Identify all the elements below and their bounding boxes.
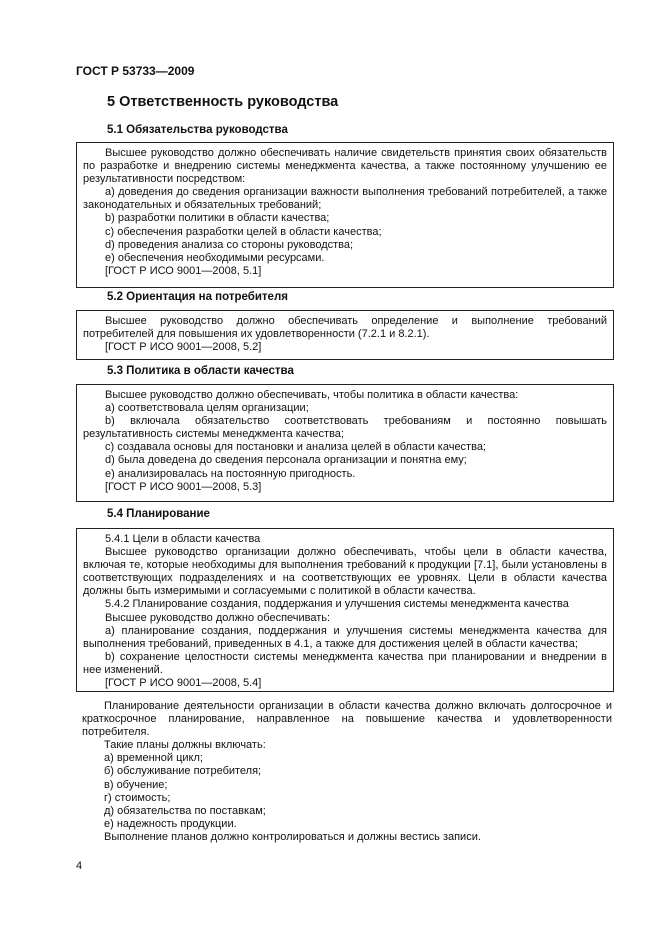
- list-item: б) обслуживание потребителя;: [104, 765, 262, 778]
- subsection-title-5-2: 5.2 Ориентация на потребителя: [107, 291, 288, 303]
- paragraph: Высшее руководство организации должно обеспечивать, чтобы цели в области качества, включая те, которые необходимы для выполнения требований к продукции [7.1], были установлены в соответствующих подразделениях и на соответствующих ее уровнях. Цели в области качества должны быть измеримыми и согласуемыми с политикой в области качества.: [83, 546, 607, 598]
- document-code: ГОСТ Р 53733—2009: [76, 64, 195, 78]
- list-item: д) обязательства по поставкам;: [104, 804, 266, 817]
- list-item: b) разработки политики в области качества;: [105, 212, 330, 225]
- paragraph: Высшее руководство должно обеспечивать наличие свидетельств принятия своих обязательств по разработке и внедрению системы менеджмента качества, а также постоянному улучшению ее результативности посредством:: [83, 147, 607, 186]
- section-title: 5 Ответственность руководства: [107, 94, 339, 110]
- list-item: d) проведения анализа со стороны руководства;: [105, 238, 354, 251]
- paragraph: Высшее руководство должно обеспечивать, чтобы политика в области качества:: [105, 389, 519, 401]
- list-item: c) создавала основы для постановки и анализа целей в области качества;: [105, 441, 486, 454]
- paragraph: Такие планы должны включать:: [104, 739, 266, 752]
- paragraph: Высшее руководство должно обеспечивать:: [105, 611, 331, 624]
- paragraph: Планирование деятельности организации в области качества должно включать долгосрочное и краткосрочное планирование, направленное на повышение качества и удовлетворенности потребителя.: [82, 700, 612, 739]
- clause-title: 5.4.2 Планирование создания, поддержания и улучшения системы менеджмента качества: [105, 598, 569, 611]
- clause-title: 5.4.1 Цели в области качества: [105, 533, 261, 545]
- page-number: 4: [76, 860, 83, 872]
- subsection-title-5-4: 5.4 Планирование: [107, 508, 210, 520]
- quote-box-5-1: [76, 142, 614, 288]
- list-item: е) надежность продукции.: [104, 817, 237, 830]
- list-item: d) была доведена до сведения персонала организации и понятна ему;: [105, 454, 467, 467]
- quote-box-5-2: [76, 310, 614, 360]
- list-item: а) временной цикл;: [104, 752, 203, 765]
- quote-box-5-3: [76, 384, 614, 502]
- paragraph: Выполнение планов должно контролироваться и должны вестись записи.: [104, 830, 481, 843]
- list-item: c) обеспечения разработки целей в области качества;: [105, 225, 382, 238]
- quote-box-5-4: [76, 528, 614, 692]
- reference: [ГОСТ Р ИСО 9001—2008, 5.2]: [105, 341, 262, 354]
- subsection-title-5-1: 5.1 Обязательства руководства: [107, 124, 288, 136]
- list-item: г) стоимость;: [104, 791, 171, 804]
- list-item: b) включала обязательство соответствовать требованиям и постоянно повышать результативность системы менеджмента качества;: [83, 415, 607, 441]
- subsection-title-5-3: 5.3 Политика в области качества: [107, 365, 294, 377]
- list-item: a) планирование создания, поддержания и улучшения системы менеджмента качества для выполнения требований, приведенных в 4.1, а также для достижения целей в области качества;: [83, 624, 607, 650]
- list-item: в) обучение;: [104, 778, 168, 791]
- list-item: b) сохранение целостности системы менеджмента качества при планировании и внедрении в нее изменений.: [83, 650, 607, 676]
- paragraph: Высшее руководство должно обеспечивать определение и выполнение требований потребителей для повышения их удовлетворенности (7.2.1 и 8.2.1).: [83, 315, 607, 341]
- list-item: e) обеспечения необходимыми ресурсами.: [105, 251, 325, 264]
- list-item: e) анализировалась на постоянную пригодность.: [105, 467, 356, 480]
- reference: [ГОСТ Р ИСО 9001—2008, 5.1]: [105, 264, 262, 277]
- list-item: a) доведения до сведения организации важности выполнения требований потребителей, а также законодательных и обязательных требований;: [83, 186, 607, 212]
- reference: [ГОСТ Р ИСО 9001—2008, 5.4]: [105, 677, 262, 690]
- list-item: a) соответствовала целям организации;: [105, 402, 309, 415]
- main-text: [82, 700, 612, 844]
- reference: [ГОСТ Р ИСО 9001—2008, 5.3]: [105, 480, 262, 493]
